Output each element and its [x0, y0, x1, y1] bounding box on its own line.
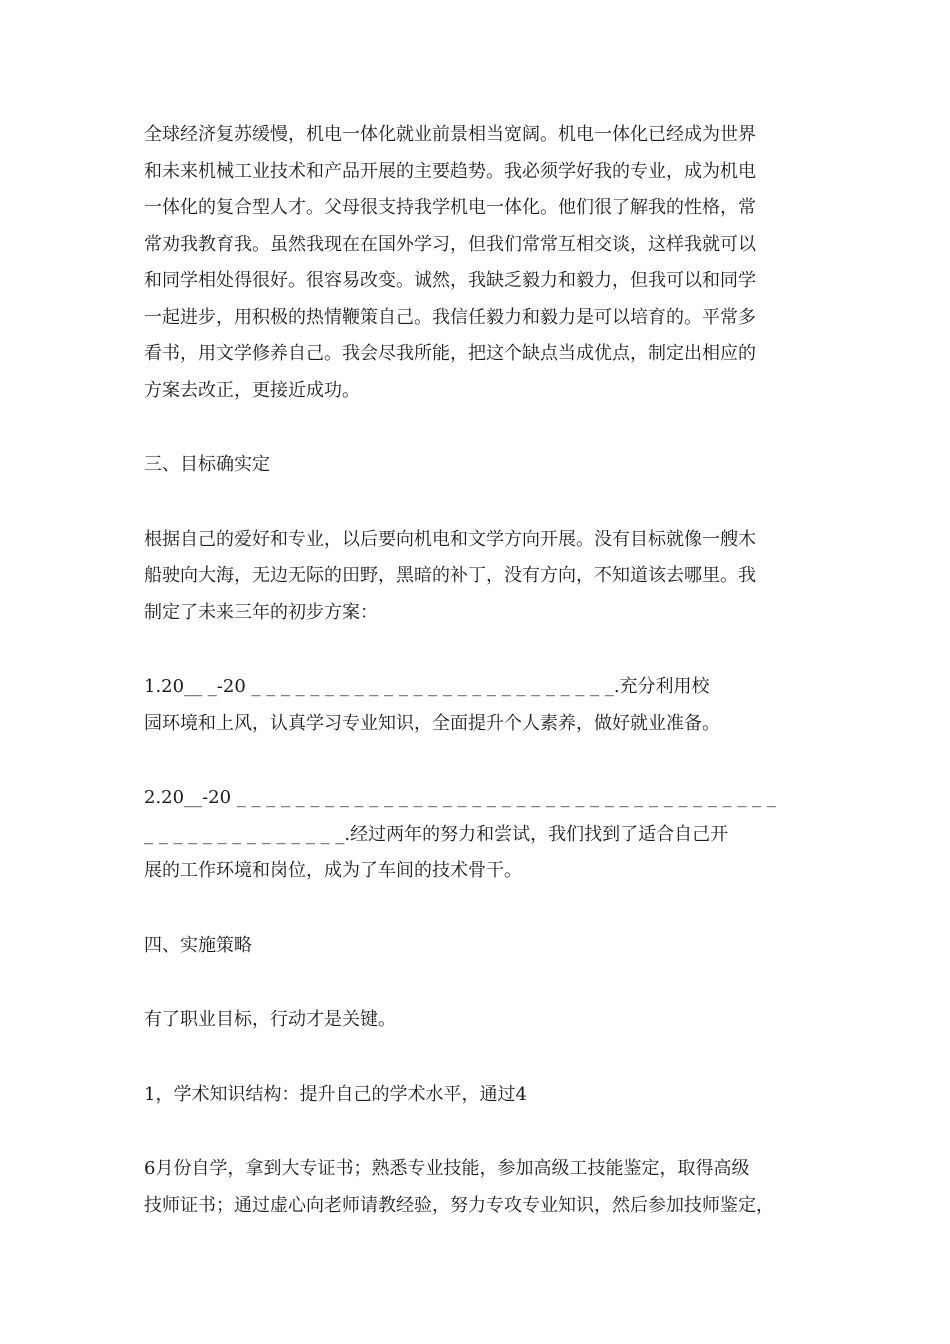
heading-text: 四、实施策略	[144, 934, 252, 956]
paragraph-knowledge-structure	[144, 1077, 814, 1114]
plan-item-2	[144, 780, 814, 890]
paragraph-goals	[144, 522, 814, 632]
text-line: 2.20__-20 _ _ _ _ _ _ _ _ _ _ _ _ _ _ _ _ _ _ _ _ _ _ _ _ _ _ _ _ _ _ _ _ _ _ _ _ _	[144, 787, 776, 808]
text-line: 一体化的复合型人才。父母很支持我学机电一体化。他们很了解我的性格，常	[144, 197, 756, 218]
text-line: 方案去改正，更接近成功。	[144, 379, 360, 401]
text-line: 看书，用文学修养自己。我会尽我所能，把这个缺点当成优点，制定出相应的	[144, 343, 756, 364]
document-body	[144, 117, 814, 1262]
text-line: 和未来机械工业技术和产品开展的主要趋势。我必须学好我的专业，成为机电	[144, 160, 756, 182]
paragraph-self-study	[144, 1151, 814, 1224]
paragraph-career-outlook	[144, 117, 814, 409]
text-line: 和同学相处得很好。很容易改变。诚然，我缺乏毅力和毅力，但我可以和同学	[144, 270, 756, 291]
paragraph-action	[144, 1002, 814, 1039]
text-line: 1，学术知识结构：提升自己的学术水平，通过4	[144, 1083, 527, 1105]
text-line: 船驶向大海，无边无际的田野，黑暗的补丁，没有方向，不知道该去哪里。我	[144, 565, 756, 586]
text-line: 全球经济复苏缓慢，机电一体化就业前景相当宽阔。机电一体化已经成为世界	[144, 124, 756, 145]
section-heading-strategy	[144, 928, 814, 965]
text-line: 常劝我教育我。虽然我现在在国外学习，但我们常常互相交谈，这样我就可以	[144, 233, 756, 255]
plan-item-1	[144, 669, 814, 742]
text-line: 6月份自学，拿到大专证书；熟悉专业技能，参加高级工技能鉴定，取得高级	[144, 1158, 750, 1179]
text-line: 1.20__ _-20 _ _ _ _ _ _ _ _ _ _ _ _ _ _ _ _ _ _ _ _ _ _ _ _ _.充分利用校	[144, 676, 710, 697]
text-line: 有了职业目标，行动才是关键。	[144, 1009, 396, 1030]
text-line: 制定了未来三年的初步方案：	[144, 601, 378, 623]
text-line: 展的工作环境和岗位，成为了车间的技术骨干。	[144, 860, 522, 881]
text-line: 技师证书；通过虚心向老师请教经验，努力专攻专业知识，然后参加技师鉴定，	[144, 1194, 774, 1216]
heading-text: 三、目标确实定	[144, 454, 270, 475]
text-line: 一起进步，用积极的热情鞭策自己。我信任毅力和毅力是可以培育的。平常多	[144, 306, 756, 328]
text-line: _ _ _ _ _ _ _ _ _ _ _ _ _ _.经过两年的努力和尝试，我们找到了适合自己开	[144, 823, 729, 845]
text-line: 根据自己的爱好和专业，以后要向机电和文学方向开展。没有目标就像一艘木	[144, 528, 756, 550]
section-heading-goals	[144, 447, 814, 484]
text-line: 园环境和上风，认真学习专业知识，全面提升个人素养，做好就业准备。	[144, 712, 720, 734]
